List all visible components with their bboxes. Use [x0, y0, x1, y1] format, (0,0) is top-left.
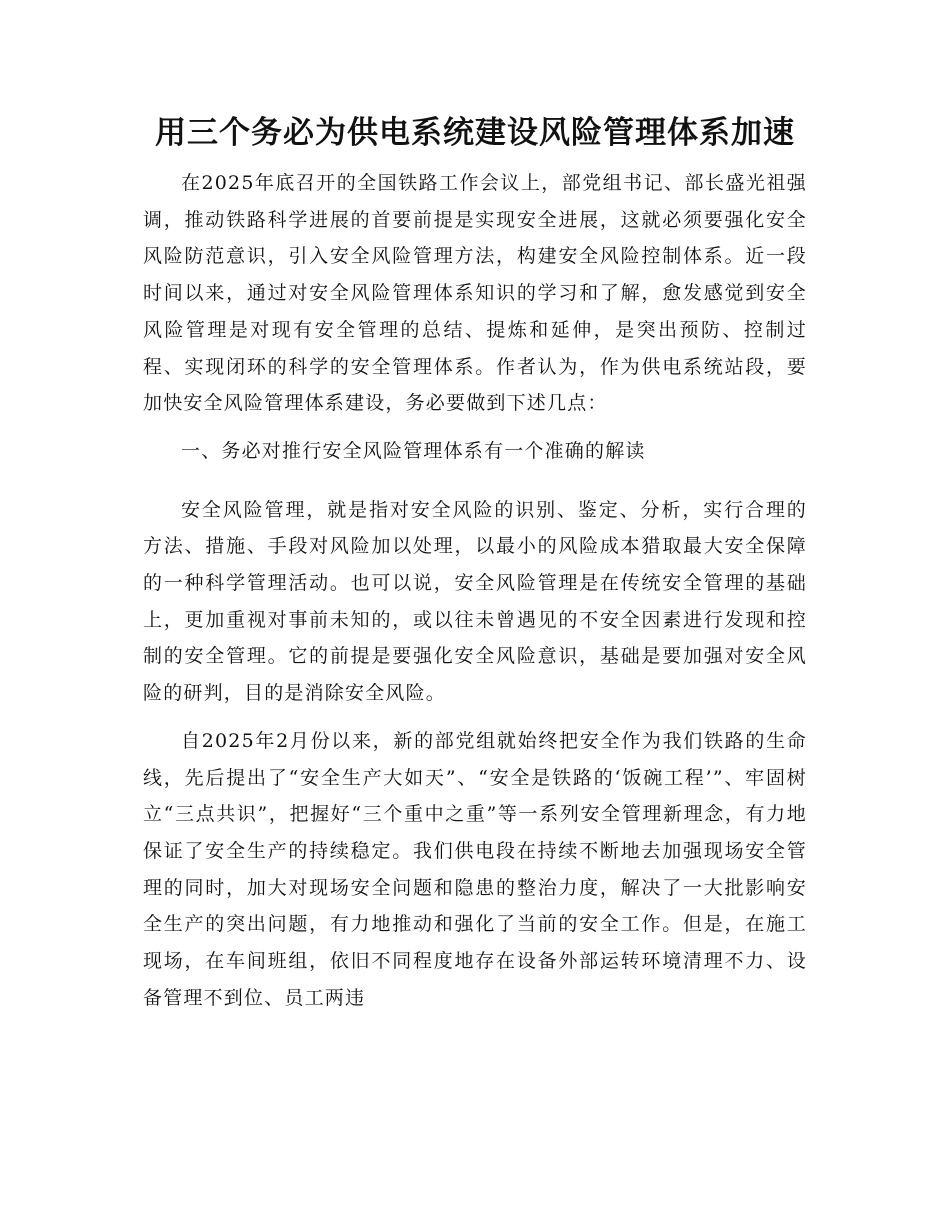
paragraph-intro: 在2025年底召开的全国铁路工作会议上，部党组书记、部长盛光祖强调，推动铁路科学进展的首要前提是实现安全进展，这就必须要强化安全风险防范意识，引入安全风险管理方法，构建安全风险控制体系。近一段时间以来，通过对安全风险管理体系知识的学习和了解，愈发感觉到安全风险管理是对现有安全管理的总结、提炼和延伸，是突出预防、控制过程、实现闭环的科学的安全管理体系。作者认为，作为供电系统站段，要加快安全风险管理体系建设，务必要做到下述几点： — [143, 172, 807, 415]
paragraph-background: 自2025年2月份以来，新的部党组就始终把安全作为我们铁路的生命线，先后提出了“安全生产大如天”、“安全是铁路的‘饭碗工程’”、牢固树立“三点共识”，把握好“三个重中之重”等一系列安全管理新理念，有力地保证了安全生产的持续稳定。我们供电段在持续不断地去加强现场安全管理的同时，加大对现场安全问题和隐患的整治力度，解决了一大批影响安全生产的突出问题，有力地推动和强化了当前的安全工作。但是，在施工现场，在车间班组，依旧不同程度地存在设备外部运转环境清理不力、设备管理不到位、员工两违 — [143, 729, 807, 1009]
document-title: 用三个务必为供电系统建设风险管理体系加速 — [155, 115, 795, 151]
section-heading: 一、务必对推行安全风险管理体系有一个准确的解读 — [181, 439, 646, 462]
paragraph-definition: 安全风险管理，就是指对安全风险的识别、鉴定、分析，实行合理的方法、措施、手段对风险加以处理，以最小的风险成本猎取最大安全保障的一种科学管理活动。也可以说，安全风险管理是在传统安全管理的基础上，更加重视对事前未知的，或以往未曾遇见的不安全因素进行发现和控制的安全管理。它的前提是要强化安全风险意识，基础是要加强对安全风险的研判，目的是消除安全风险。 — [143, 498, 807, 705]
document-body — [143, 165, 807, 1027]
